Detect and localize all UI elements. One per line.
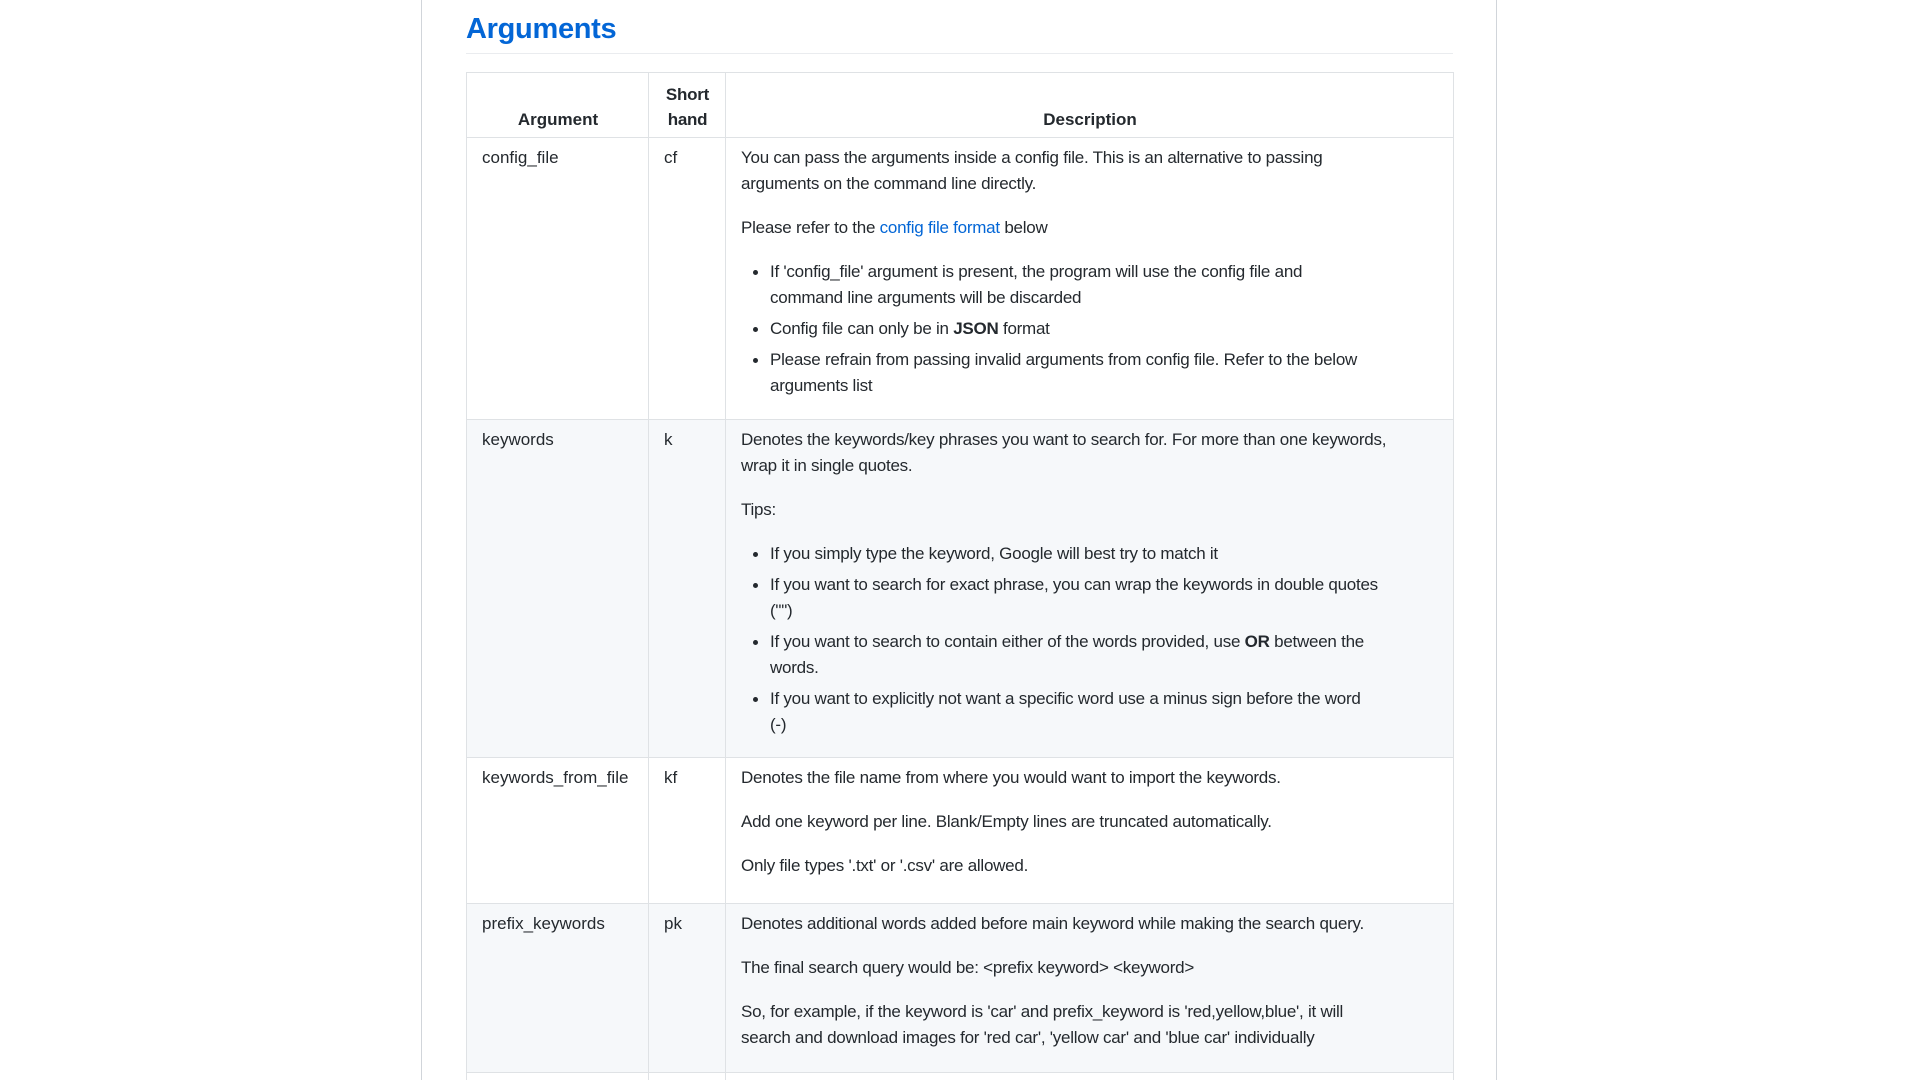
text-line bbox=[770, 259, 1439, 285]
header-short-hand-line2: hand bbox=[667, 110, 708, 129]
table-body bbox=[467, 138, 1454, 1080]
cell-argument bbox=[467, 138, 649, 420]
text-run: between the bbox=[1269, 632, 1364, 651]
bullet-list-item bbox=[770, 572, 1439, 624]
text-run: Tips: bbox=[741, 500, 776, 519]
text-run: words. bbox=[770, 658, 819, 677]
text-line bbox=[770, 712, 1439, 738]
text-line bbox=[741, 171, 1439, 197]
description-paragraph bbox=[741, 955, 1439, 981]
table-row bbox=[467, 138, 1454, 420]
description-paragraph bbox=[741, 765, 1439, 791]
text-run: You can pass the arguments inside a config file. This is an alternative to passing bbox=[741, 148, 1323, 167]
description-paragraph bbox=[741, 853, 1439, 879]
text-line bbox=[741, 145, 1439, 171]
text-run: The final search query would be: <prefix keyword> <keyword> bbox=[741, 958, 1194, 977]
bullet-list-item bbox=[770, 541, 1439, 567]
text-run: format bbox=[998, 319, 1050, 338]
header-description-label: Description bbox=[1043, 110, 1137, 129]
text-line bbox=[741, 1025, 1439, 1051]
bullet-list bbox=[741, 259, 1439, 399]
cell-argument bbox=[467, 420, 649, 758]
text-line bbox=[741, 809, 1439, 835]
cell-description bbox=[726, 420, 1454, 758]
text-line bbox=[741, 853, 1439, 879]
description-paragraph bbox=[741, 215, 1439, 241]
text-run: Config file can only be in bbox=[770, 319, 954, 338]
bold-text: JSON bbox=[953, 319, 999, 338]
argument-short-hand: kf bbox=[664, 768, 678, 787]
argument-name: keywords_from_file bbox=[482, 768, 629, 787]
arguments-table bbox=[466, 72, 1454, 1080]
description-paragraph bbox=[741, 427, 1439, 479]
cell-description bbox=[726, 1073, 1454, 1080]
text-line bbox=[770, 655, 1439, 681]
header-short-hand bbox=[649, 73, 726, 138]
header-argument-label: Argument bbox=[517, 110, 599, 129]
cell-argument bbox=[467, 1073, 649, 1080]
bold-text: OR bbox=[1244, 632, 1270, 651]
argument-name: config_file bbox=[482, 148, 559, 167]
description-paragraph bbox=[741, 497, 1439, 523]
text-run: If you want to explicitly not want a specific word use a minus sign before the word bbox=[770, 689, 1361, 708]
text-line bbox=[770, 285, 1439, 311]
text-line bbox=[741, 999, 1439, 1025]
readme-container bbox=[421, 0, 1497, 1080]
bullet-list-item bbox=[770, 259, 1439, 311]
bullet-list-item bbox=[770, 316, 1439, 342]
table-header-row bbox=[467, 73, 1454, 138]
config-file-format-link[interactable]: config file format bbox=[879, 218, 1000, 237]
description-paragraph bbox=[741, 145, 1439, 197]
text-run: Only file types '.txt' or '.csv' are allowed. bbox=[741, 856, 1029, 875]
argument-name: prefix_keywords bbox=[482, 914, 605, 933]
description-paragraph bbox=[741, 911, 1439, 937]
text-line bbox=[741, 453, 1439, 479]
text-run: (-) bbox=[770, 715, 787, 734]
bullet-list-item bbox=[770, 347, 1439, 399]
text-line bbox=[770, 316, 1439, 342]
header-argument bbox=[467, 73, 649, 138]
text-run: If you simply type the keyword, Google will best try to match it bbox=[770, 544, 1218, 563]
description-paragraph bbox=[741, 999, 1439, 1051]
text-run: Please refrain from passing invalid arguments from config file. Refer to the below bbox=[770, 350, 1358, 369]
text-run: If you want to search to contain either of the words provided, use bbox=[770, 632, 1245, 651]
text-run: arguments on the command line directly. bbox=[741, 174, 1037, 193]
cell-short-hand bbox=[649, 420, 726, 758]
text-line bbox=[741, 427, 1439, 453]
bullet-list-item bbox=[770, 686, 1439, 738]
text-line bbox=[770, 686, 1439, 712]
text-run: Add one keyword per line. Blank/Empty lines are truncated automatically. bbox=[741, 812, 1272, 831]
cell-argument bbox=[467, 758, 649, 904]
header-description bbox=[726, 73, 1454, 138]
text-run: ("") bbox=[770, 601, 793, 620]
cell-short-hand bbox=[649, 904, 726, 1073]
cell-description bbox=[726, 904, 1454, 1073]
header-short-hand-line1: Short bbox=[665, 85, 710, 104]
table-row bbox=[467, 420, 1454, 758]
description-paragraph bbox=[741, 809, 1439, 835]
table-row bbox=[467, 758, 1454, 904]
text-run: arguments list bbox=[770, 376, 873, 395]
text-line bbox=[741, 911, 1439, 937]
cell-description bbox=[726, 758, 1454, 904]
text-line bbox=[770, 347, 1439, 373]
arguments-heading-anchor[interactable]: Arguments bbox=[466, 13, 617, 45]
text-line bbox=[741, 215, 1439, 241]
text-line bbox=[770, 373, 1439, 399]
cell-short-hand bbox=[649, 758, 726, 904]
cell-description bbox=[726, 138, 1454, 420]
text-run: command line arguments will be discarded bbox=[770, 288, 1082, 307]
cell-short-hand bbox=[649, 1073, 726, 1080]
bullet-list bbox=[741, 541, 1439, 738]
argument-short-hand: cf bbox=[664, 148, 678, 167]
text-run: Denotes additional words added before main keyword while making the search query. bbox=[741, 914, 1364, 933]
argument-name: keywords bbox=[482, 430, 554, 449]
table-row bbox=[467, 904, 1454, 1073]
text-run: So, for example, if the keyword is 'car' and prefix_keyword is 'red,yellow,blue', it will bbox=[741, 1002, 1344, 1021]
cell-argument bbox=[467, 904, 649, 1073]
text-line bbox=[741, 765, 1439, 791]
text-line bbox=[770, 598, 1439, 624]
text-run: search and download images for 'red car', 'yellow car' and 'blue car' individually bbox=[741, 1028, 1315, 1047]
text-run: Denotes the file name from where you would want to import the keywords. bbox=[741, 768, 1281, 787]
argument-short-hand: k bbox=[664, 430, 673, 449]
text-line bbox=[770, 541, 1439, 567]
text-line bbox=[741, 497, 1439, 523]
text-line bbox=[770, 629, 1439, 655]
text-run: If 'config_file' argument is present, the program will use the config file and bbox=[770, 262, 1303, 281]
table-row-partial bbox=[467, 1073, 1454, 1080]
text-run: If you want to search for exact phrase, you can wrap the keywords in double quotes bbox=[770, 575, 1378, 594]
text-run: Please refer to the bbox=[741, 218, 880, 237]
text-run: wrap it in single quotes. bbox=[741, 456, 913, 475]
text-line bbox=[741, 955, 1439, 981]
bullet-list-item bbox=[770, 629, 1439, 681]
text-run: below bbox=[999, 218, 1048, 237]
cell-short-hand bbox=[649, 138, 726, 420]
text-run: Denotes the keywords/key phrases you want to search for. For more than one keywords, bbox=[741, 430, 1387, 449]
section-heading bbox=[466, 12, 1453, 54]
argument-short-hand: pk bbox=[664, 914, 682, 933]
text-line bbox=[770, 572, 1439, 598]
